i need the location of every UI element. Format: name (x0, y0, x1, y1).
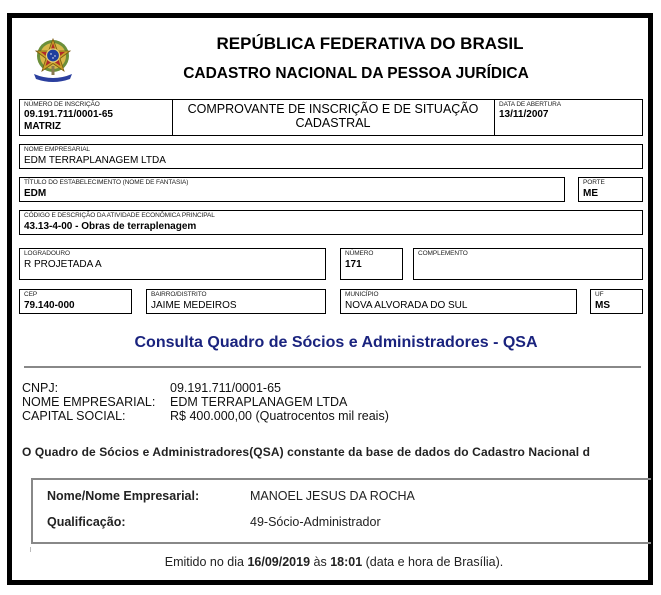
partner-role-row (47, 515, 381, 529)
info-key: NOME EMPRESARIAL: (22, 395, 156, 409)
footer-suffix: (data e hora de Brasília). (362, 555, 504, 569)
titulo-estabelecimento-value: EDM (24, 188, 47, 199)
logradouro-label: LOGRADOURO (24, 250, 70, 257)
footer-prefix: Emitido no dia (164, 555, 248, 569)
qsa-statement: O Quadro de Sócios e Administradores(QSA) constante da base de dados do Cadastro Nacional d (22, 445, 591, 459)
municipio-box (340, 289, 577, 314)
nome-empresarial-value: EDM TERRAPLANAGEM LTDA (24, 155, 166, 166)
uf-label: UF (595, 291, 604, 298)
tick-mark (30, 547, 31, 552)
page-title: REPÚBLICA FEDERATIVA DO BRASIL (216, 34, 524, 53)
numero-inscricao-cell (20, 100, 173, 135)
emission-time: 18:01 (330, 555, 363, 569)
complemento-box (413, 248, 643, 280)
info-value: R$ 400.000,00 (Quatrocentos mil reais) (170, 409, 389, 423)
company-info (22, 381, 389, 423)
titulo-estabelecimento-label: TÍTULO DO ESTABELECIMENTO (NOME DE FANTASIA) (24, 179, 189, 186)
partner-box (31, 478, 651, 544)
matriz-value: MATRIZ (24, 121, 62, 132)
qsa-title: Consulta Quadro de Sócios e Administradores - QSA (134, 334, 538, 351)
partner-name-value: MANOEL JESUS DA ROCHA (250, 489, 415, 503)
atividade-principal-label: CÓDIGO E DESCRIÇÃO DA ATIVIDADE ECONÔMICA PRINCIPAL (24, 212, 215, 219)
uf-box (590, 289, 643, 314)
footer-middle: às (310, 555, 331, 569)
atividade-principal-value: 43.13-4-00 - Obras de terraplenagem (24, 221, 197, 232)
porte-label: PORTE (583, 179, 605, 186)
nome-empresarial-box (19, 144, 643, 169)
info-value: 09.191.711/0001-65 (170, 381, 281, 395)
info-row-capital-social (22, 409, 389, 423)
emission-date: 16/09/2019 (247, 555, 311, 569)
partner-role-label: Qualificação: (47, 515, 126, 529)
document-title-line1: COMPROVANTE DE INSCRIÇÃO E DE SITUAÇÃO (187, 102, 479, 116)
emission-footer (12, 555, 648, 569)
uf-value: MS (595, 300, 610, 311)
municipio-label: MUNICÍPIO (345, 291, 379, 298)
municipio-value: NOVA ALVORADA DO SUL (345, 300, 468, 311)
bairro-value: JAIME MEDEIROS (151, 300, 237, 311)
page-subtitle: CADASTRO NACIONAL DA PESSOA JURÍDICA (183, 65, 529, 82)
complemento-label: COMPLEMENTO (418, 250, 468, 257)
logradouro-box (19, 248, 326, 280)
partner-role-value: 49-Sócio-Administrador (250, 515, 381, 529)
nome-empresarial-label: NOME EMPRESARIAL (24, 146, 90, 153)
document-title-line2: CADASTRAL (295, 116, 371, 130)
numero-value: 171 (345, 259, 362, 270)
divider (24, 366, 641, 368)
logradouro-value: R PROJETADA A (24, 259, 102, 270)
partner-name-row (47, 489, 415, 503)
partner-name-label: Nome/Nome Empresarial: (47, 489, 200, 503)
cep-box (19, 289, 132, 314)
numero-inscricao-value: 09.191.711/0001-65 (24, 109, 113, 120)
bairro-box (146, 289, 326, 314)
atividade-principal-box (19, 210, 643, 235)
cep-value: 79.140-000 (24, 300, 75, 311)
document-title (172, 102, 494, 130)
titulo-estabelecimento-box (19, 177, 565, 202)
data-abertura-value: 13/11/2007 (499, 109, 549, 120)
numero-box (340, 248, 403, 280)
numero-label: NÚMERO (345, 250, 374, 257)
data-abertura-cell (494, 100, 643, 135)
info-key: CNPJ: (22, 381, 59, 395)
porte-value: ME (583, 188, 598, 199)
data-abertura-label: DATA DE ABERTURA (499, 101, 561, 108)
numero-inscricao-label: NÚMERO DE INSCRIÇÃO (24, 101, 100, 108)
info-key: CAPITAL SOCIAL: (22, 409, 126, 423)
info-row-nome-empresarial (22, 395, 389, 409)
bairro-label: BAIRRO/DISTRITO (151, 291, 207, 298)
info-value: EDM TERRAPLANAGEM LTDA (170, 395, 348, 409)
registration-row (19, 99, 643, 136)
info-row-cnpj (22, 381, 389, 395)
document-frame (7, 13, 653, 585)
cep-label: CEP (24, 291, 38, 298)
porte-box (578, 177, 643, 202)
